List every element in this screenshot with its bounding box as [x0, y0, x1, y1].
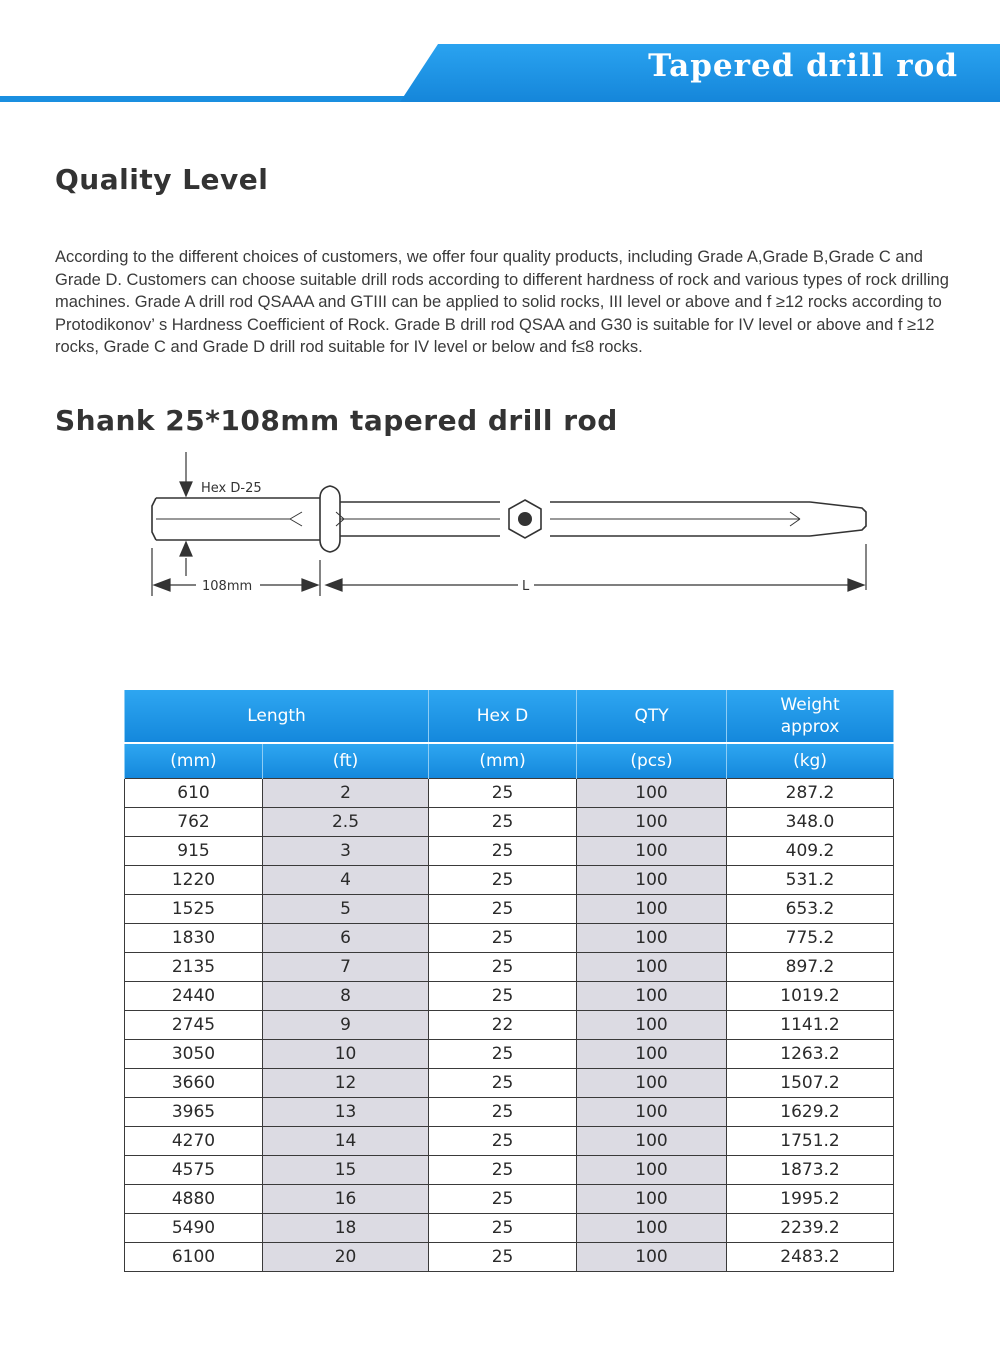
cell-weight: 1507.2 [727, 1069, 894, 1098]
table-row [125, 982, 894, 1011]
quality-heading: Quality Level [55, 163, 269, 196]
cell-length-ft: 15 [263, 1156, 429, 1185]
table-row [125, 953, 894, 982]
cell-hex-d: 25 [429, 982, 577, 1011]
table-row [125, 1156, 894, 1185]
cell-length-ft: 20 [263, 1243, 429, 1272]
cell-hex-d: 25 [429, 953, 577, 982]
unit-ft: (ft) [263, 743, 429, 779]
spec-table-body [125, 779, 894, 1272]
cell-qty: 100 [577, 1127, 727, 1156]
cell-length-ft: 8 [263, 982, 429, 1011]
cell-weight: 287.2 [727, 779, 894, 808]
cell-hex-d: 25 [429, 779, 577, 808]
table-row [125, 1243, 894, 1272]
cell-length-mm: 6100 [125, 1243, 263, 1272]
cell-length-mm: 1220 [125, 866, 263, 895]
cell-hex-d: 25 [429, 895, 577, 924]
table-row [125, 924, 894, 953]
cell-length-mm: 610 [125, 779, 263, 808]
cell-qty: 100 [577, 1069, 727, 1098]
cell-length-mm: 1525 [125, 895, 263, 924]
cell-hex-d: 25 [429, 1127, 577, 1156]
cell-hex-d: 25 [429, 1069, 577, 1098]
cell-length-mm: 4880 [125, 1185, 263, 1214]
hex-bore [518, 512, 532, 526]
cell-weight: 2483.2 [727, 1243, 894, 1272]
rod-collar-mark [336, 512, 352, 526]
cell-qty: 100 [577, 953, 727, 982]
cell-length-mm: 3660 [125, 1069, 263, 1098]
cell-hex-d: 25 [429, 837, 577, 866]
rod-taper [810, 502, 866, 536]
cell-weight: 1263.2 [727, 1040, 894, 1069]
cell-weight: 1141.2 [727, 1011, 894, 1040]
cell-hex-d: 25 [429, 866, 577, 895]
cell-qty: 100 [577, 866, 727, 895]
cell-length-ft: 7 [263, 953, 429, 982]
cell-length-ft: 6 [263, 924, 429, 953]
hex-label: Hex D-25 [201, 481, 262, 496]
cell-weight: 1995.2 [727, 1185, 894, 1214]
spec-table [124, 690, 894, 1272]
unit-kg: (kg) [727, 743, 894, 779]
col-weight [727, 690, 894, 743]
cell-weight: 531.2 [727, 866, 894, 895]
cell-length-mm: 3965 [125, 1098, 263, 1127]
cell-length-mm: 762 [125, 808, 263, 837]
table-row [125, 1098, 894, 1127]
shank-heading: Shank 25*108mm tapered drill rod [55, 404, 618, 437]
shank-length-label: 108mm [202, 579, 253, 594]
cell-qty: 100 [577, 808, 727, 837]
cell-length-ft: 2.5 [263, 808, 429, 837]
cell-length-ft: 12 [263, 1069, 429, 1098]
cell-qty: 100 [577, 1040, 727, 1069]
cell-hex-d: 25 [429, 1214, 577, 1243]
cell-qty: 100 [577, 924, 727, 953]
cell-length-ft: 16 [263, 1185, 429, 1214]
cell-length-mm: 915 [125, 837, 263, 866]
table-row [125, 1214, 894, 1243]
unit-hex-mm: (mm) [429, 743, 577, 779]
cell-hex-d: 25 [429, 1098, 577, 1127]
col-hex: Hex D [429, 690, 577, 743]
cell-length-ft: 4 [263, 866, 429, 895]
cell-weight: 409.2 [727, 837, 894, 866]
rod-collar [320, 486, 340, 552]
cell-qty: 100 [577, 779, 727, 808]
cell-qty: 100 [577, 982, 727, 1011]
unit-pcs: (pcs) [577, 743, 727, 779]
cell-weight: 1873.2 [727, 1156, 894, 1185]
cell-weight: 897.2 [727, 953, 894, 982]
col-weight-line1: Weight [780, 695, 840, 715]
table-row [125, 1069, 894, 1098]
table-row [125, 866, 894, 895]
table-row [125, 837, 894, 866]
cell-weight: 348.0 [727, 808, 894, 837]
drill-rod-diagram [140, 448, 880, 608]
table-row [125, 1040, 894, 1069]
cell-length-ft: 14 [263, 1127, 429, 1156]
cell-length-ft: 18 [263, 1214, 429, 1243]
cell-weight: 1019.2 [727, 982, 894, 1011]
cell-qty: 100 [577, 1185, 727, 1214]
cell-qty: 100 [577, 1156, 727, 1185]
cell-length-ft: 2 [263, 779, 429, 808]
cell-length-mm: 4575 [125, 1156, 263, 1185]
quality-paragraph: According to the different choices of customers, we offer four quality products, including Grade A,Grade B,Grade C and Grade D. Customers can choose suitable drill rods according to different hardness of rock and various types of rock drilling machines. Grade A drill rod QSAAA and GTIII can be applied to solid rocks, III level or above and f ≥12 rocks according to Protodikonov’ s Hardness Coefficient of Rock. Grade B drill rod QSAA and G30 is suitable for IV level or above and f ≥12 rocks, Grade C and Grade D drill rod suitable for IV level or below and f≤8 rocks. [55, 248, 949, 356]
cell-length-ft: 13 [263, 1098, 429, 1127]
col-qty: QTY [577, 690, 727, 743]
cell-weight: 1751.2 [727, 1127, 894, 1156]
cell-weight: 775.2 [727, 924, 894, 953]
cell-length-mm: 2745 [125, 1011, 263, 1040]
cell-weight: 2239.2 [727, 1214, 894, 1243]
table-row [125, 1011, 894, 1040]
table-row [125, 779, 894, 808]
cell-hex-d: 25 [429, 924, 577, 953]
col-weight-line2: approx [780, 717, 840, 737]
table-row [125, 895, 894, 924]
cell-length-ft: 10 [263, 1040, 429, 1069]
cell-qty: 100 [577, 837, 727, 866]
table-row [125, 1185, 894, 1214]
cell-hex-d: 25 [429, 1185, 577, 1214]
cell-weight: 653.2 [727, 895, 894, 924]
cell-qty: 100 [577, 1098, 727, 1127]
cell-qty: 100 [577, 895, 727, 924]
cell-length-ft: 3 [263, 837, 429, 866]
rod-shank-center [156, 512, 302, 526]
cell-hex-d: 22 [429, 1011, 577, 1040]
cell-length-ft: 9 [263, 1011, 429, 1040]
cell-length-mm: 2135 [125, 953, 263, 982]
cell-length-mm: 5490 [125, 1214, 263, 1243]
cell-length-mm: 2440 [125, 982, 263, 1011]
cell-hex-d: 25 [429, 1243, 577, 1272]
col-length: Length [125, 690, 429, 743]
cell-hex-d: 25 [429, 1040, 577, 1069]
table-row [125, 1127, 894, 1156]
cell-qty: 100 [577, 1011, 727, 1040]
cell-hex-d: 25 [429, 1156, 577, 1185]
cell-hex-d: 25 [429, 808, 577, 837]
unit-mm: (mm) [125, 743, 263, 779]
cell-weight: 1629.2 [727, 1098, 894, 1127]
cell-qty: 100 [577, 1214, 727, 1243]
page-title: Tapered drill rod [648, 48, 958, 84]
cell-length-mm: 3050 [125, 1040, 263, 1069]
table-row [125, 808, 894, 837]
cell-length-mm: 1830 [125, 924, 263, 953]
cell-length-mm: 4270 [125, 1127, 263, 1156]
cell-length-ft: 5 [263, 895, 429, 924]
rod-length-label: L [522, 579, 530, 594]
cell-qty: 100 [577, 1243, 727, 1272]
